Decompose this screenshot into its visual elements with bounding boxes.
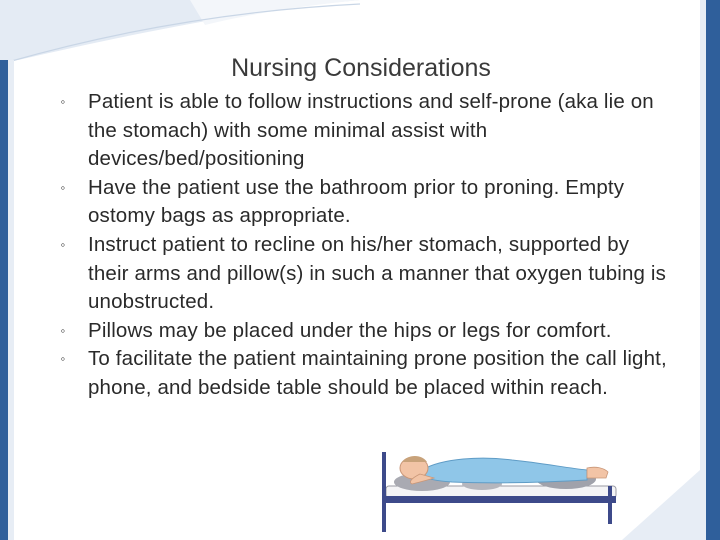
bullet-icon: ◦ — [60, 94, 66, 109]
bullet-item — [52, 231, 672, 317]
bullet-text: Have the patient use the bathroom prior to proning. Empty ostomy bags as appropriate. — [88, 175, 625, 228]
bullet-icon: ◦ — [60, 179, 66, 195]
bullet-icon: ◦ — [60, 236, 66, 252]
bullet-icon: ◦ — [60, 351, 66, 367]
prone-patient-icon — [382, 446, 622, 536]
bullet-icon: ◦ — [60, 322, 66, 338]
bullet-item — [52, 88, 672, 174]
bullet-item — [52, 345, 672, 402]
bullet-list — [52, 88, 672, 403]
bullet-text: To facilitate the patient maintaining prone position the call light, phone, and bedside table should be placed within reach. — [88, 347, 667, 399]
bullet-item — [52, 174, 672, 231]
slide-title: Nursing Considerations — [231, 54, 491, 82]
bullet-text: Instruct patient to recline on his/her stomach, supported by their arms and pillow(s) in such a manner that oxygen tubing is unobstructed. — [88, 232, 667, 314]
bullet-text: Pillows may be placed under the hips or legs for comfort. — [88, 318, 612, 342]
bullet-item — [52, 317, 672, 346]
bullet-text: Patient is able to follow instructions and self-prone (aka lie on the stomach) with some minimal assist with devices/bed/positioning — [88, 90, 654, 171]
